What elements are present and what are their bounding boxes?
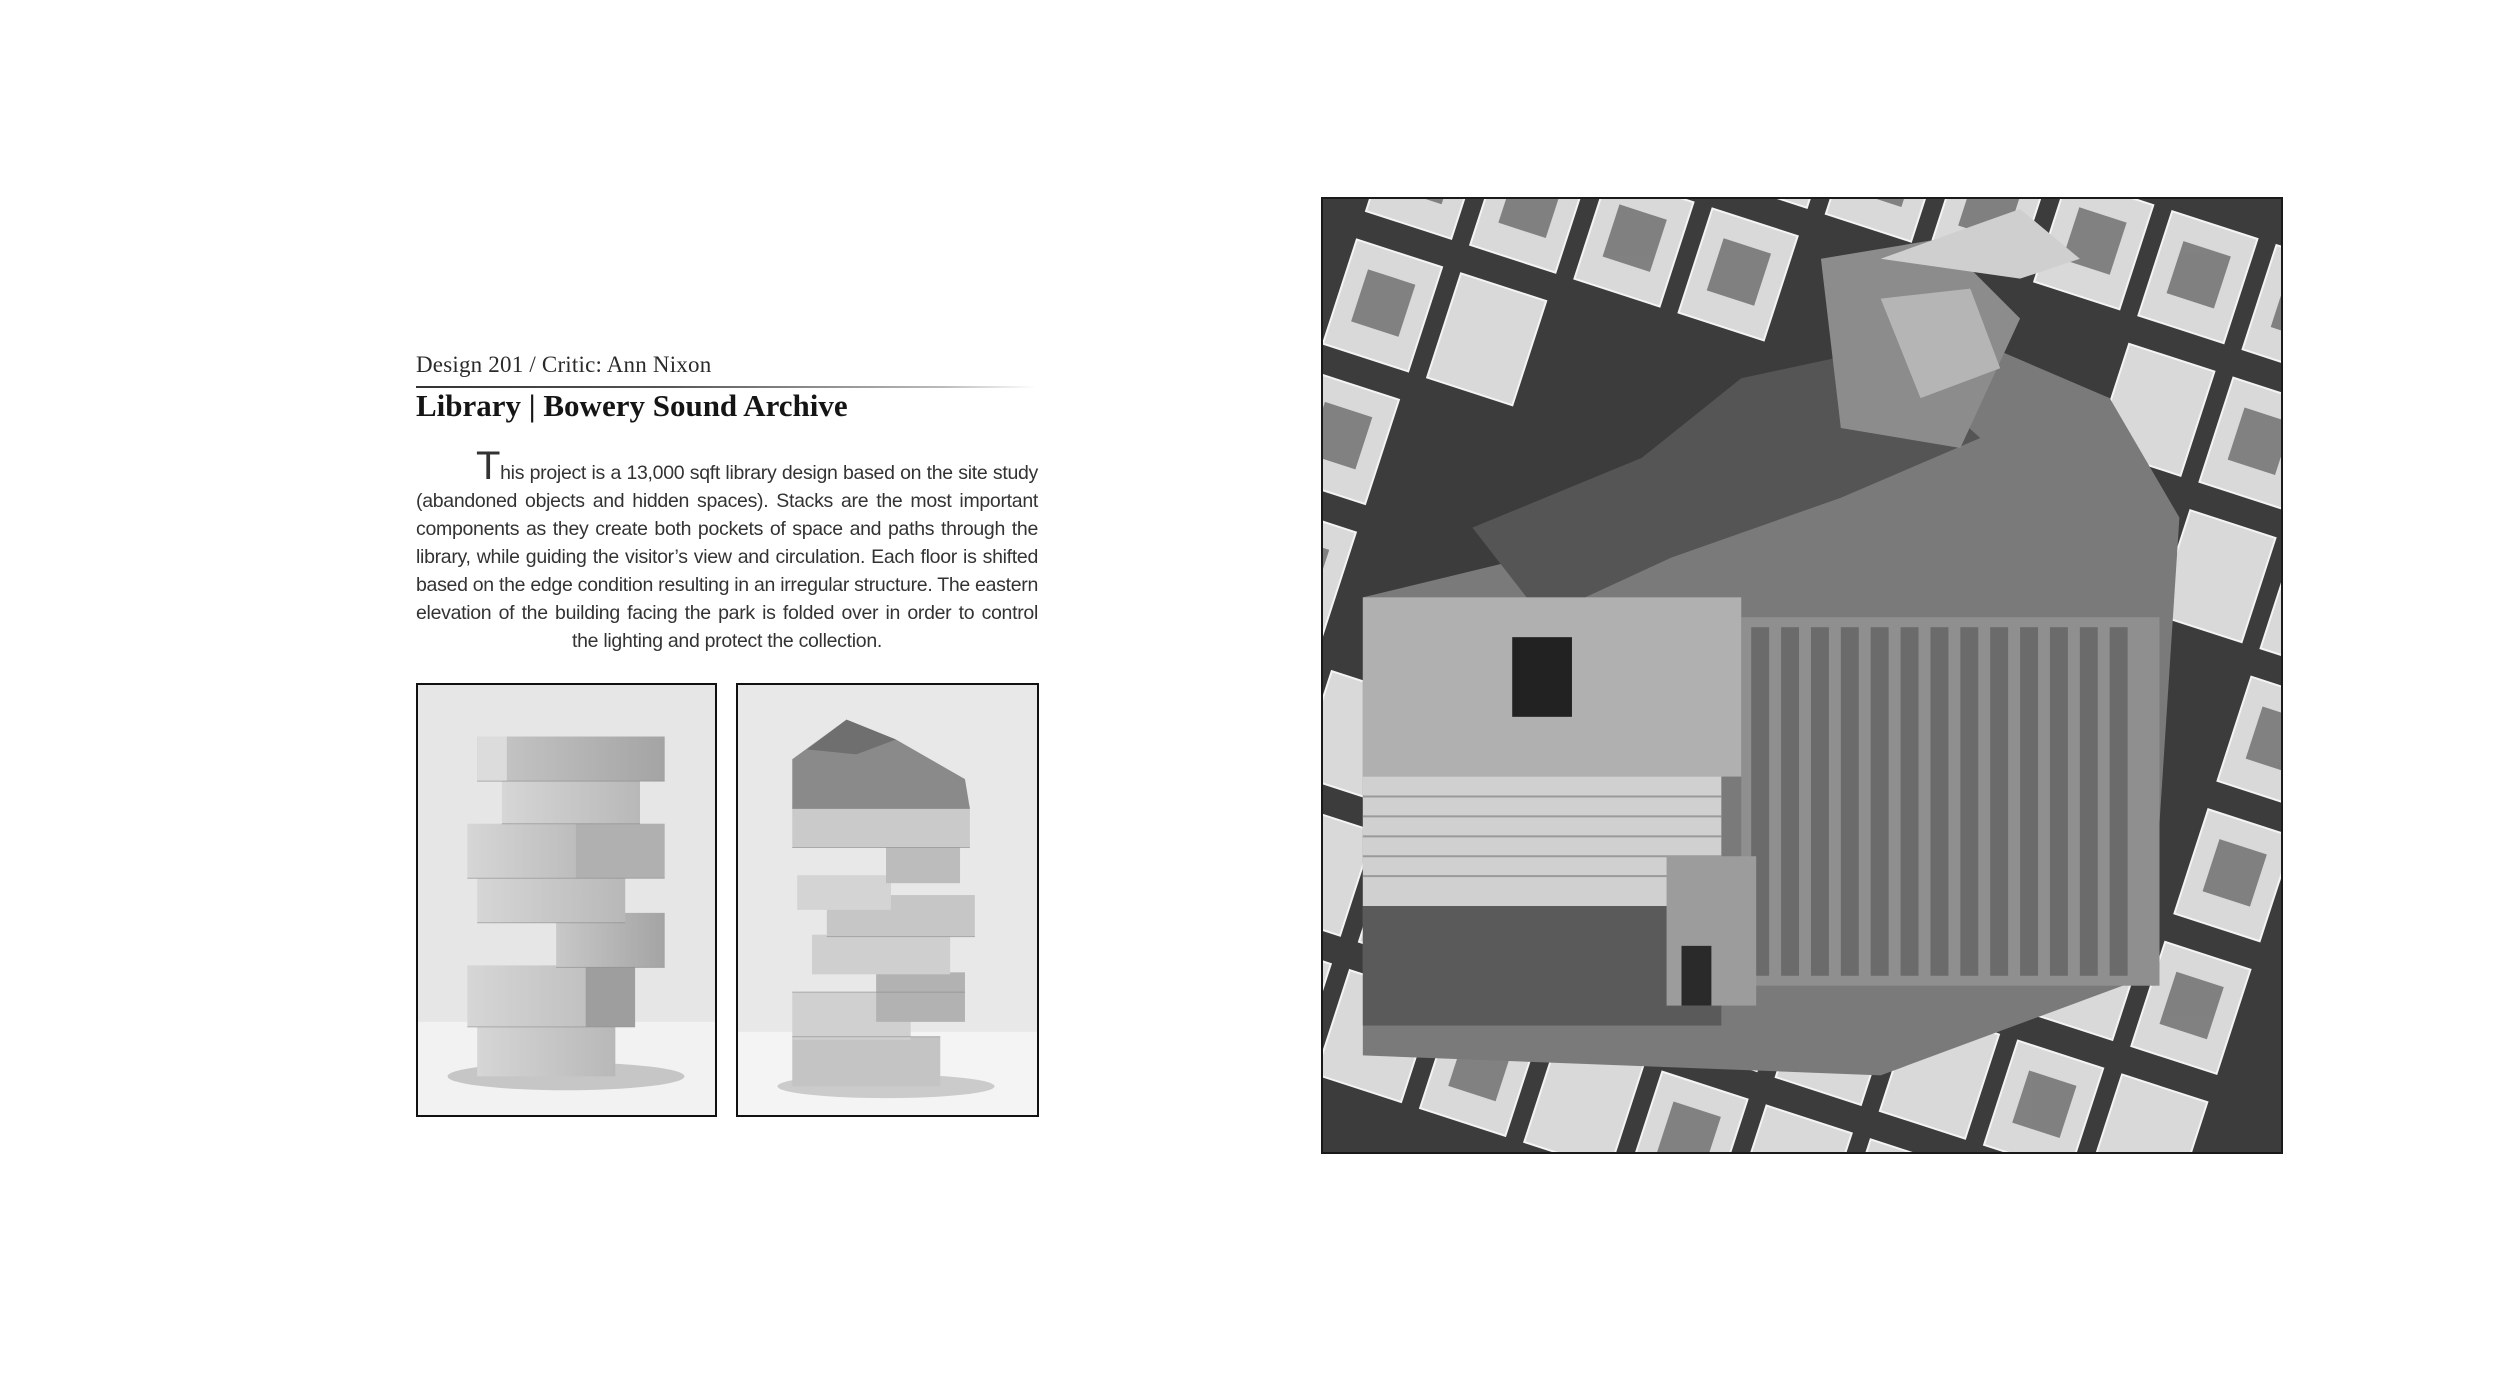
description-text: his project is a 13,000 sqft library design based on the site study (abandoned objects and hidden spaces). Stacks are the most important components as they create both pockets of space and paths through the library, while guiding the visitor’s view and circulation. Each floor is shifted based on the edge condition resulting in an irregular structure. The eastern elevation of the building facing the park is folded over in order to control the lighting and protect the collection. — [416, 462, 1038, 652]
model-photo-front — [416, 683, 717, 1117]
project-description — [416, 444, 1038, 655]
course-line: Design 201 / Critic: Ann Nixon — [416, 352, 712, 377]
model-photo-side — [736, 683, 1039, 1117]
project-title: Library | Bowery Sound Archive — [416, 388, 848, 423]
site-collage — [1321, 197, 2283, 1154]
drop-cap: T — [476, 444, 501, 488]
